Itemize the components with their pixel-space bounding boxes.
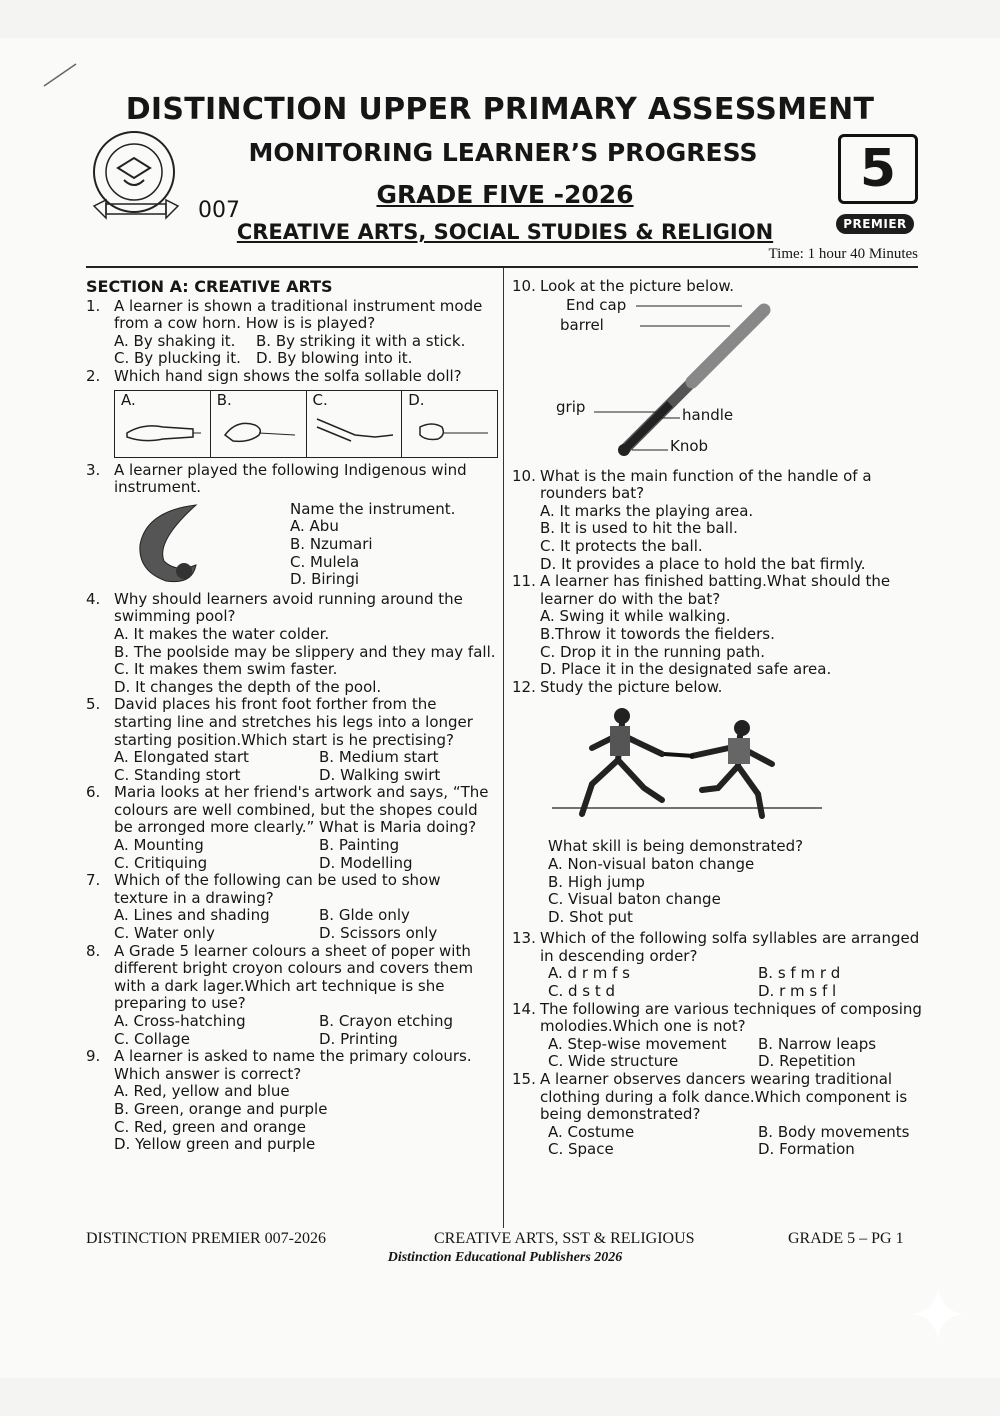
option[interactable]: B. s f m r d <box>758 964 841 983</box>
pen-mark <box>40 60 80 90</box>
option[interactable]: A. Abu <box>290 517 339 536</box>
option[interactable]: D. Yellow green and purple <box>114 1135 316 1154</box>
option[interactable]: D. Repetition <box>758 1052 856 1071</box>
barrel-label: barrel <box>560 315 604 334</box>
q5-options-ab <box>86 749 498 767</box>
option[interactable]: D. Place it in the designated safe area. <box>540 660 832 679</box>
question-13: 13. Which of the following solfa syllables are arranged in descending order? <box>512 929 920 965</box>
option[interactable]: D. It provides a place to hold the bat firmly. <box>540 554 866 573</box>
option[interactable]: D. By blowing into it. <box>256 349 413 368</box>
option[interactable]: A. Cross-hatching <box>114 1012 246 1030</box>
option[interactable]: C. d s t d <box>548 982 616 1001</box>
hand-sign-b[interactable]: B. <box>211 391 307 457</box>
option[interactable]: D. Scissors only <box>319 924 438 943</box>
relay-runners-icon <box>552 704 822 834</box>
footer-center: CREATIVE ARTS, SST & RELIGIOUS <box>434 1230 695 1247</box>
option[interactable]: B. Painting <box>319 836 400 855</box>
q13-options-cd <box>512 983 932 1001</box>
q6-options-cd <box>86 855 498 873</box>
question-11: 11. A learner has finished batting.What should the learner do with the bat? <box>512 572 891 608</box>
question-5: 5. David places his front foot forther from the starting line and stretches his legs into a longer starting position.Which start is he prectising? <box>86 695 473 749</box>
paper-code: 007 <box>198 198 240 223</box>
column-divider <box>503 268 504 1228</box>
relay-picture <box>512 696 932 838</box>
option[interactable]: C. Critiquing <box>114 853 208 872</box>
option[interactable]: B. Glde only <box>319 906 410 925</box>
question-15: 15. A learner observes dancers wearing traditional clothing during a folk dance.Which component is being demonstrated? <box>512 1070 908 1124</box>
grade-box: 5 <box>838 134 918 204</box>
option[interactable]: B. It is used to hit the ball. <box>540 519 738 538</box>
header-divider <box>86 266 918 268</box>
q7-options-ab <box>86 907 498 925</box>
exam-subtitle: MONITORING LEARNER’S PROGRESS <box>248 138 758 167</box>
option[interactable]: C. Wide structure <box>548 1052 679 1071</box>
q15-options-ab <box>512 1124 932 1142</box>
question-4: 4. Why should learners avoid running around the swimming pool? <box>86 589 463 626</box>
footer-right: GRADE 5 – PG 1 <box>788 1230 904 1247</box>
bat-diagram <box>512 296 932 468</box>
option[interactable]: C. By plucking it. <box>114 349 241 368</box>
option[interactable]: B. The poolside may be slippery and they may fall. <box>114 642 496 661</box>
option[interactable]: B. Medium start <box>319 748 439 767</box>
question-10: 10. What is the main function of the handle of a rounders bat? <box>512 466 872 503</box>
option[interactable]: C. Red, green and orange <box>114 1117 306 1136</box>
question-8: 8. A Grade 5 learner colours a sheet of poper with different bright croyon colours and covers them with a dark lager.Which art technique is she preparing to use? <box>86 941 474 1013</box>
option[interactable]: A. Costume <box>548 1122 635 1141</box>
question-7: 7. Which of the following can be used to show texture in a drawing? <box>86 871 441 907</box>
question-3: 3. A learner played the following Indigenous wind instrument. <box>86 460 467 497</box>
hand-sign-c[interactable]: C. <box>307 391 403 457</box>
question-12: 12. Study the picture below. <box>512 677 723 696</box>
subjects-line: CREATIVE ARTS, SOCIAL STUDIES & RELIGION <box>236 220 774 244</box>
option[interactable]: B.Throw it towords the fielders. <box>540 624 775 643</box>
q12-prompt: What skill is being demonstrated? <box>548 837 804 856</box>
option[interactable]: D. Formation <box>758 1140 855 1159</box>
option[interactable]: C. Collage <box>114 1029 190 1048</box>
option[interactable]: D. Shot put <box>548 907 633 926</box>
hand-sign-a[interactable]: A. <box>115 391 211 457</box>
time-allowed: Time: 1 hour 40 Minutes <box>768 246 918 262</box>
option[interactable]: A. It makes the water colder. <box>114 624 330 643</box>
option[interactable]: B. Green, orange and purple <box>114 1099 328 1118</box>
option[interactable]: D. It changes the depth of the pool. <box>114 677 382 696</box>
curved-hand-icon <box>219 413 299 451</box>
option[interactable]: B. Body movements <box>758 1122 910 1141</box>
question-10-picture: 10. Look at the picture below. <box>512 277 735 295</box>
option[interactable]: D. r m s f l <box>758 982 837 1001</box>
option[interactable]: A. Lines and shading <box>114 906 270 925</box>
option[interactable]: D. Walking swirt <box>319 765 441 784</box>
q5-options-cd <box>86 767 498 785</box>
option[interactable]: A. Red, yellow and blue <box>114 1082 290 1101</box>
school-logo <box>88 128 188 232</box>
premier-badge: PREMIER <box>836 214 914 234</box>
handle-label: handle <box>682 405 734 424</box>
exam-title: DISTINCTION UPPER PRIMARY ASSESSMENT <box>125 92 875 127</box>
option[interactable]: A. By shaking it. <box>114 331 236 350</box>
option[interactable]: D. Biringi <box>290 570 360 589</box>
question-9: 9. A learner is asked to name the primary colours. Which answer is correct? <box>86 1047 472 1083</box>
option[interactable]: C. Mulela <box>290 552 360 571</box>
section-heading: SECTION A: CREATIVE ARTS <box>86 277 333 296</box>
question-1: 1. A learner is shown a traditional instrument mode from a cow horn. How is is played? <box>86 296 483 333</box>
grade-line: GRADE FIVE -2026 <box>376 180 634 209</box>
q3-prompt: Name the instrument. <box>290 499 456 518</box>
option[interactable]: D. Printing <box>319 1029 398 1048</box>
sparkle-icon <box>910 1286 966 1342</box>
footer-left: DISTINCTION PREMIER 007-2026 <box>86 1230 326 1247</box>
q8-options-cd <box>86 1031 498 1049</box>
question-6: 6. Maria looks at her friend's artwork and says, “The colours are well combined, but the shopes could be arronged more clearly.” What is Maria doing? <box>86 783 489 837</box>
q6-options-ab <box>86 837 498 855</box>
hand-sign-table <box>114 390 498 458</box>
option[interactable]: A. Step-wise movement <box>548 1034 727 1053</box>
fist-hand-icon <box>410 413 490 451</box>
q3-options <box>290 501 455 589</box>
publisher-line: Distinction Educational Publishers 2026 <box>387 1250 623 1265</box>
option[interactable]: A. Swing it while walking. <box>540 607 731 626</box>
flat-hand-icon <box>123 413 203 451</box>
option[interactable]: C. Space <box>548 1140 614 1159</box>
q3-block <box>86 497 498 589</box>
pointing-hand-icon <box>315 413 395 451</box>
option[interactable]: C. Standing stort <box>114 765 241 784</box>
option[interactable]: C. It protects the ball. <box>540 536 703 555</box>
option[interactable]: C. Drop it in the running path. <box>540 642 766 661</box>
option[interactable]: B. Narrow leaps <box>758 1034 877 1053</box>
option[interactable]: B. Crayon etching <box>319 1012 454 1030</box>
option[interactable]: A. It marks the playing area. <box>540 501 754 520</box>
horn-instrument-icon <box>126 501 210 587</box>
option[interactable]: C. Water only <box>114 924 215 943</box>
option[interactable]: B. High jump <box>548 872 645 891</box>
option[interactable]: C. Visual baton change <box>548 890 721 909</box>
right-column <box>512 278 932 1159</box>
option[interactable]: A. Elongated start <box>114 748 249 767</box>
q8-options-ab <box>86 1013 498 1031</box>
q1-options-cd <box>86 350 498 368</box>
q14-options-ab <box>512 1036 932 1054</box>
question-2: 2. Which hand sign shows the solfa sollable doll? <box>86 366 462 385</box>
grip-label: grip <box>556 397 586 416</box>
left-column <box>86 278 498 1154</box>
option[interactable]: A. d r m f s <box>548 964 631 983</box>
option[interactable]: B. By striking it with a stick. <box>256 331 466 350</box>
q13-options-ab <box>512 965 932 983</box>
option[interactable]: B. Nzumari <box>290 534 373 553</box>
option[interactable]: C. It makes them swim faster. <box>114 660 338 679</box>
option[interactable]: A. Non-visual baton change <box>548 854 755 873</box>
option[interactable]: D. Modelling <box>319 853 413 872</box>
knob-label: Knob <box>670 436 709 455</box>
hand-sign-d[interactable]: D. <box>402 391 497 457</box>
q1-options-ab <box>86 333 498 351</box>
q14-options-cd <box>512 1053 932 1071</box>
question-14: 14. The following are various techniques of composing molodies.Which one is not? <box>512 999 922 1036</box>
end-cap-label: End cap <box>566 295 627 314</box>
q7-options-cd <box>86 925 498 943</box>
q15-options-cd <box>512 1141 932 1159</box>
option[interactable]: A. Mounting <box>114 836 204 855</box>
